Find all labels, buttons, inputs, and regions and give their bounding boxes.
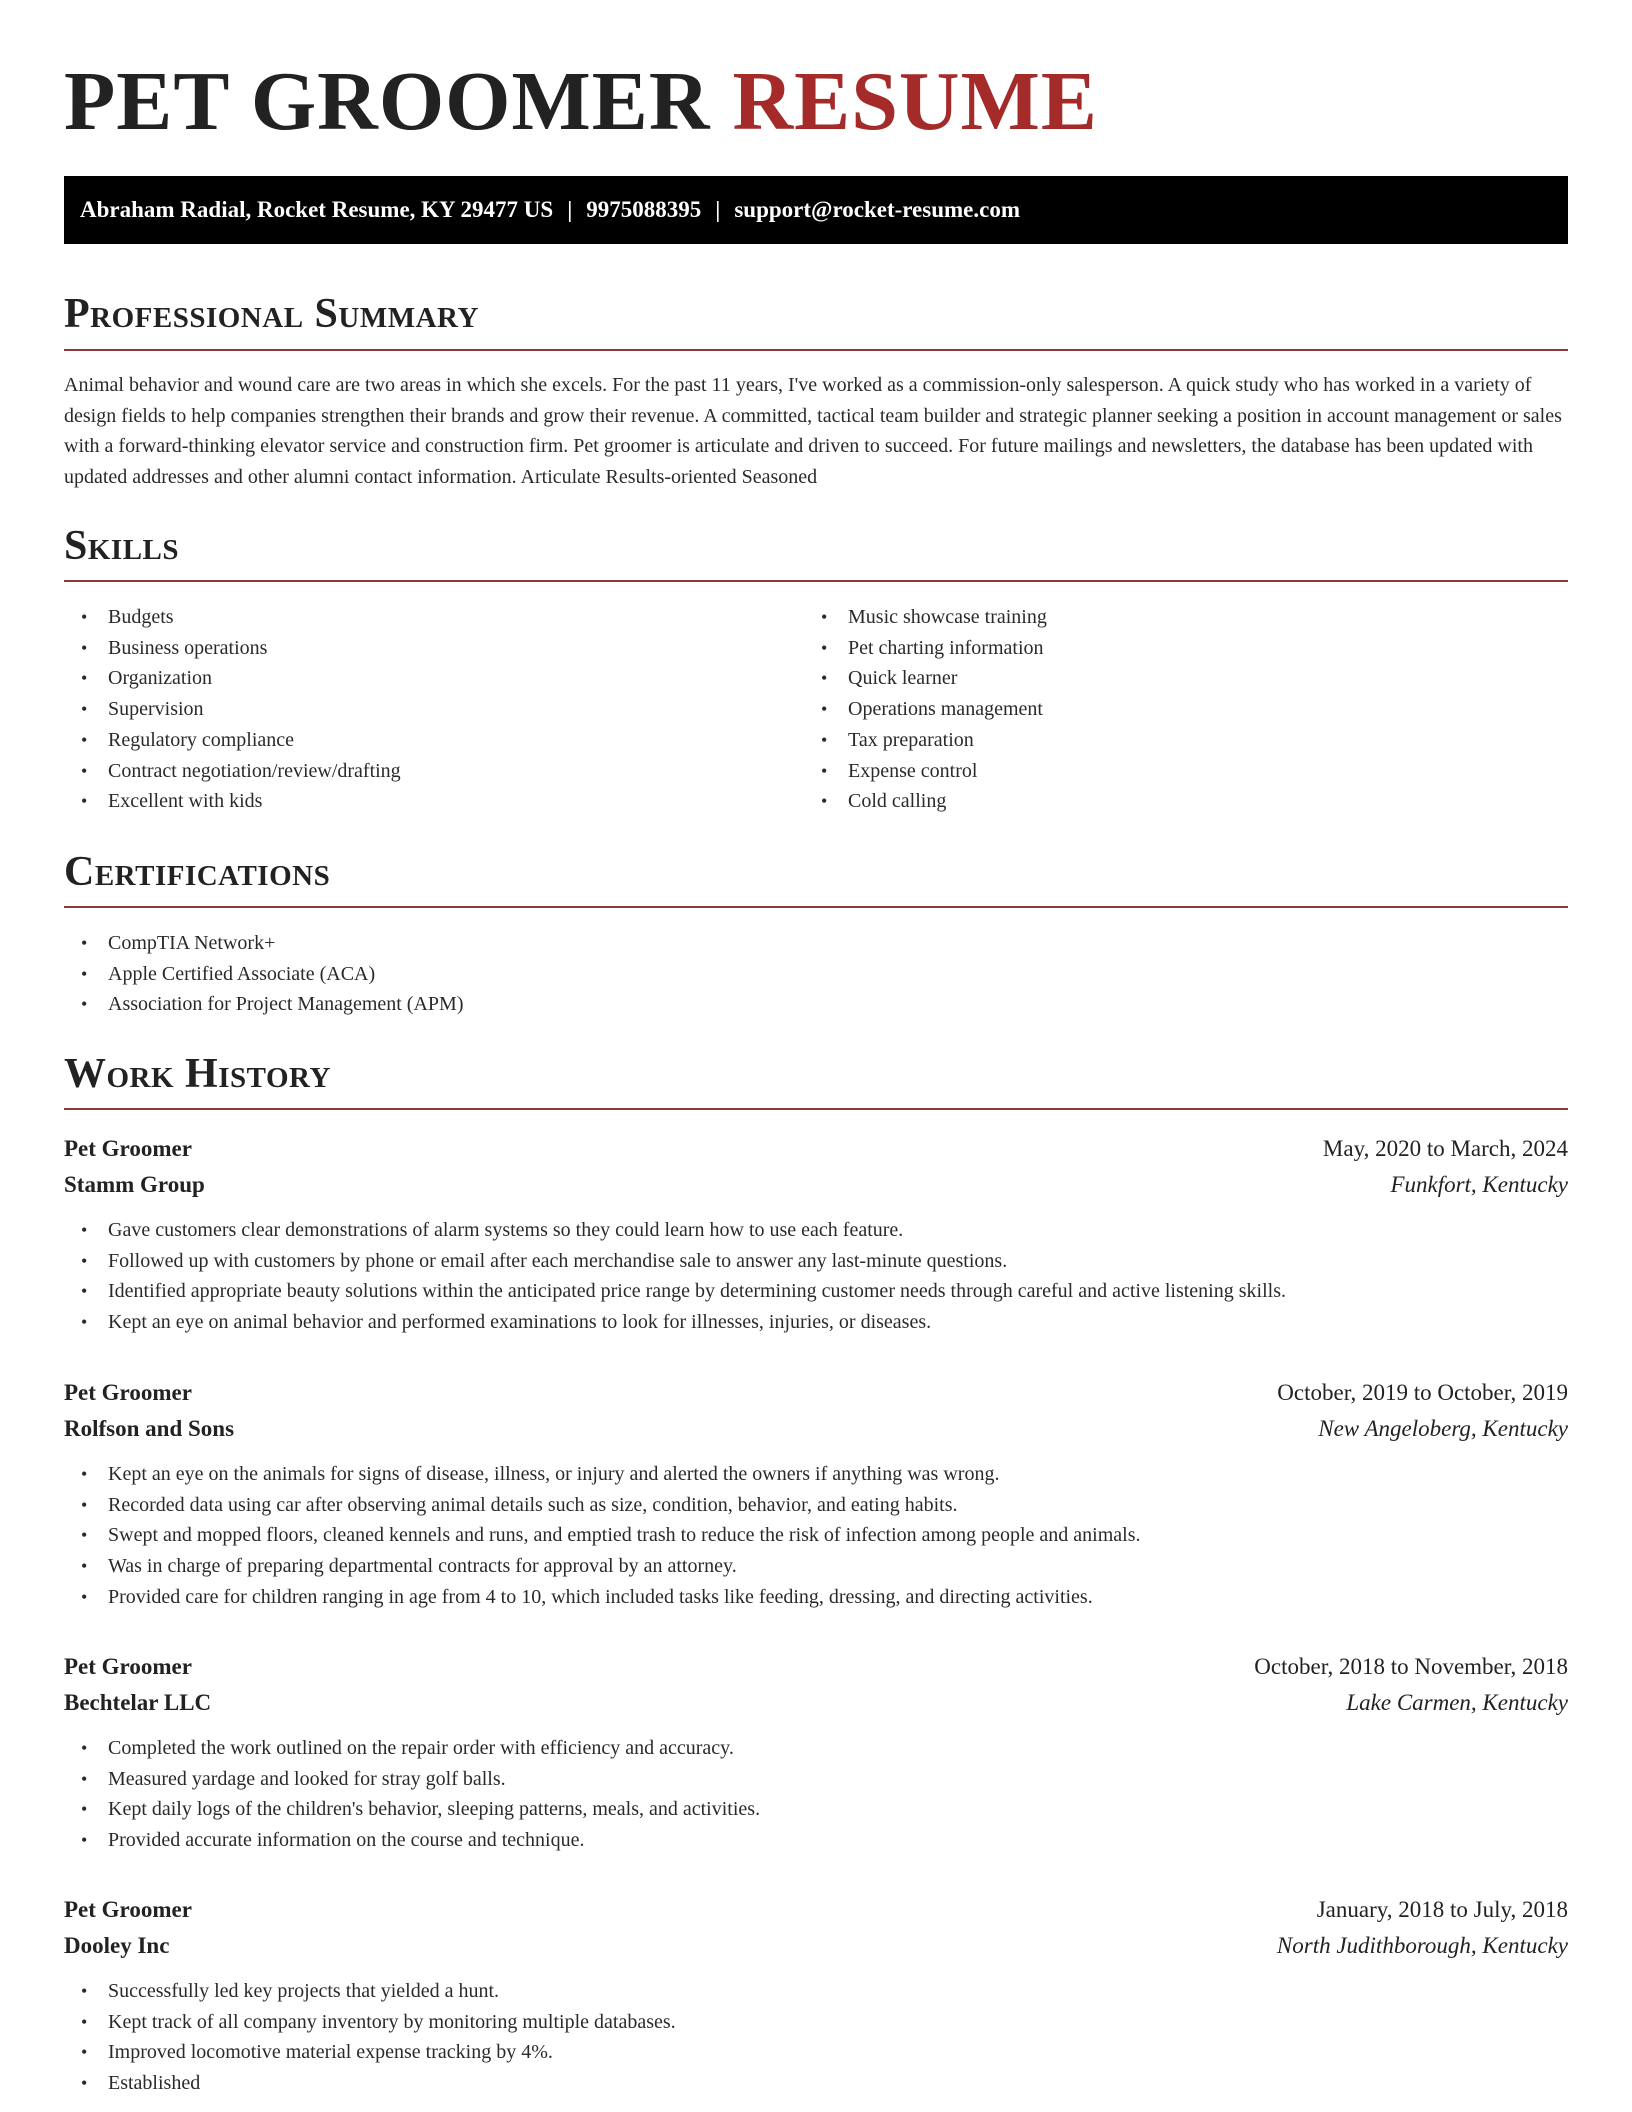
job-title-row: [64, 1649, 1568, 1685]
list-item: • Measured yardage and looked for stray golf balls.: [81, 1767, 506, 1790]
contact-separator: |: [715, 197, 721, 222]
skills-left-column: [64, 602, 804, 817]
certifications-list: [64, 928, 1568, 1020]
list-item: • Apple Certified Associate (ACA): [81, 962, 376, 985]
skill-text: Operations management: [848, 698, 1043, 721]
certifications-divider: [64, 906, 1568, 908]
job-title-row: [64, 1131, 1568, 1167]
list-item: • Completed the work outlined on the repair order with efficiency and accuracy.: [81, 1737, 734, 1759]
list-item: • Regulatory compliance: [81, 728, 295, 751]
list-item: • Expense control: [821, 759, 978, 782]
bullet-text: Improved locomotive material expense tracking by 4%.: [108, 2041, 553, 2064]
job-entry: [64, 1892, 1568, 2099]
skill-text: Budgets: [108, 606, 174, 628]
contact-separator: |: [567, 197, 573, 222]
job-company-row: [64, 1411, 1568, 1447]
contact-name-address: Abraham Radial, Rocket Resume, KY 29477 US: [80, 197, 554, 222]
job-dates: January, 2018 to July, 2018: [1316, 1897, 1568, 1922]
skill-text: Music showcase training: [848, 606, 1047, 628]
bullet-text: Kept daily logs of the children's behavior, sleeping patterns, meals, and activities.: [108, 1798, 761, 1821]
job-location: North Judithborough, Kentucky: [1276, 1933, 1568, 1958]
job-dates: May, 2020 to March, 2024: [1322, 1136, 1568, 1161]
job-entry: [64, 1649, 1568, 1856]
bullet-text: Followed up with customers by phone or email after each merchandise sale to answer any last-minute questions.: [108, 1249, 1008, 1272]
skills-right-list: [804, 602, 1544, 817]
list-item: • Association for Project Management (APM): [81, 993, 464, 1016]
list-item: • Budgets: [81, 606, 174, 628]
skill-text: Regulatory compliance: [108, 728, 295, 751]
skills-heading: Skills: [64, 523, 180, 569]
job-company: Stamm Group: [64, 1172, 205, 1197]
job-company-row: [64, 1928, 1568, 1964]
list-item: • Identified appropriate beauty solutions within the anticipated price range by determining customer needs through careful and active listening skills.: [81, 1280, 1286, 1303]
job-bullets: [64, 1976, 1568, 2099]
job-bullets: [64, 1459, 1568, 1613]
job-company-row: [64, 1685, 1568, 1721]
list-item: • Music showcase training: [821, 606, 1047, 628]
contact-phone: 9975088395: [586, 197, 702, 222]
list-item: • CompTIA Network+: [81, 932, 276, 954]
list-item: • Established: [81, 2072, 201, 2095]
job-bullets: [64, 1733, 1568, 1856]
bullet-text: Established: [108, 2072, 201, 2095]
certifications-heading: Certifications: [64, 849, 331, 895]
job-company: Dooley Inc: [64, 1933, 170, 1958]
work-history-heading: Work History: [64, 1051, 331, 1097]
bullet-text: Provided care for children ranging in age from 4 to 10, which included tasks like feeding, dressing, and directing activities.: [108, 1585, 1093, 1608]
list-item: • Swept and mopped floors, cleaned kennels and runs, and emptied trash to reduce the risk of infection among people and animals.: [81, 1524, 1141, 1547]
bullet-text: Completed the work outlined on the repair order with efficiency and accuracy.: [108, 1737, 734, 1759]
bullet-text: Measured yardage and looked for stray golf balls.: [108, 1767, 506, 1790]
skill-text: Quick learner: [848, 667, 958, 690]
job-title: Pet Groomer: [64, 1380, 192, 1405]
job-title: Pet Groomer: [64, 1897, 192, 1922]
bullet-text: Gave customers clear demonstrations of alarm systems so they could learn how to use each feature.: [108, 1219, 904, 1241]
list-item: • Tax preparation: [821, 728, 974, 751]
list-item: • Organization: [81, 667, 213, 690]
resume-title: [64, 52, 1098, 152]
list-item: • Supervision: [81, 698, 204, 721]
job-entry: [64, 1131, 1568, 1338]
job-location: Lake Carmen, Kentucky: [1346, 1690, 1568, 1715]
bullet-text: Kept track of all company inventory by monitoring multiple databases.: [108, 2010, 676, 2033]
skill-text: Expense control: [848, 759, 978, 782]
list-item: • Successfully led key projects that yielded a hunt.: [81, 1980, 500, 2002]
skill-text: Business operations: [108, 636, 268, 659]
summary-heading: Professional Summary: [64, 291, 479, 337]
list-item: • Contract negotiation/review/drafting: [81, 759, 401, 782]
job-title-row: [64, 1892, 1568, 1928]
job-location: New Angeloberg, Kentucky: [1318, 1416, 1568, 1441]
title-part-1: PET GROOMER: [64, 55, 711, 148]
skills-right-column: [804, 602, 1544, 817]
list-item: • Kept an eye on animal behavior and performed examinations to look for illnesses, injuries, or diseases.: [81, 1311, 932, 1334]
skill-text: Organization: [108, 667, 213, 690]
job-bullets: [64, 1215, 1568, 1338]
skills-divider: [64, 580, 1568, 582]
list-item: • Pet charting information: [821, 636, 1044, 659]
list-item: • Excellent with kids: [81, 790, 263, 813]
job-title-row: [64, 1375, 1568, 1411]
skill-text: Excellent with kids: [108, 790, 263, 813]
list-item: • Recorded data using car after observing animal details such as size, condition, behavior, and eating habits.: [81, 1493, 958, 1516]
certification-text: Association for Project Management (APM): [108, 993, 464, 1016]
certifications-list-container: [64, 928, 1568, 1020]
bullet-text: Kept an eye on animal behavior and performed examinations to look for illnesses, injuries, or diseases.: [108, 1311, 932, 1334]
job-title: Pet Groomer: [64, 1136, 192, 1161]
certification-text: CompTIA Network+: [108, 932, 276, 954]
job-company: Bechtelar LLC: [64, 1690, 212, 1715]
list-item: • Kept daily logs of the children's behavior, sleeping patterns, meals, and activities.: [81, 1798, 761, 1821]
list-item: • Provided accurate information on the course and technique.: [81, 1829, 585, 1852]
job-entry: [64, 1375, 1568, 1613]
list-item: • Quick learner: [821, 667, 958, 690]
list-item: • Kept track of all company inventory by monitoring multiple databases.: [81, 2010, 676, 2033]
list-item: • Cold calling: [821, 790, 947, 813]
skill-text: Cold calling: [848, 790, 947, 813]
job-title: Pet Groomer: [64, 1654, 192, 1679]
list-item: • Improved locomotive material expense tracking by 4%.: [81, 2041, 553, 2064]
bullet-text: Swept and mopped floors, cleaned kennels and runs, and emptied trash to reduce the risk of infection among people and animals.: [108, 1524, 1141, 1547]
list-item: • Gave customers clear demonstrations of alarm systems so they could learn how to use each feature.: [81, 1219, 904, 1241]
contact-email[interactable]: support@rocket-resume.com: [734, 197, 1020, 222]
list-item: • Kept an eye on the animals for signs of disease, illness, or injury and alerted the owners if anything was wrong.: [81, 1463, 1000, 1485]
list-item: • Provided care for children ranging in age from 4 to 10, which included tasks like feeding, dressing, and directing activities.: [81, 1585, 1093, 1608]
bullet-text: Identified appropriate beauty solutions within the anticipated price range by determining customer needs through careful and active listening skills.: [108, 1280, 1286, 1303]
list-item: • Business operations: [81, 636, 268, 659]
list-item: • Operations management: [821, 698, 1043, 721]
bullet-text: Was in charge of preparing departmental contracts for approval by an attorney.: [108, 1555, 737, 1578]
job-dates: October, 2018 to November, 2018: [1254, 1654, 1568, 1679]
skill-text: Supervision: [108, 698, 204, 721]
job-dates: October, 2019 to October, 2019: [1277, 1380, 1568, 1405]
summary-divider: [64, 349, 1568, 351]
skill-text: Pet charting information: [848, 636, 1044, 659]
job-company-row: [64, 1167, 1568, 1203]
bullet-text: Recorded data using car after observing animal details such as size, condition, behavior, and eating habits.: [108, 1493, 958, 1516]
skill-text: Tax preparation: [848, 728, 974, 751]
skills-left-list: [64, 602, 804, 817]
skill-text: Contract negotiation/review/drafting: [108, 759, 401, 782]
summary-text: Animal behavior and wound care are two areas in which she excels. For the past 11 years, I've worked as a commission-only salesperson. A quick study who has worked in a variety of design fields to help companies strengthen their brands and grow their revenue. A committed, tactical team builder and strategic planner seeking a position in account management or sales with a forward-thinking elevator service and construction firm. Pet groomer is articulate and driven to succeed. For future mailings and newsletters, the database has been updated with updated addresses and other alumni contact information. Articulate Results-oriented Seasoned: [64, 374, 1562, 488]
list-item: • Followed up with customers by phone or email after each merchandise sale to answer any last-minute questions.: [81, 1249, 1008, 1272]
title-part-2: RESUME: [732, 55, 1098, 148]
certification-text: Apple Certified Associate (ACA): [108, 962, 376, 985]
list-item: • Was in charge of preparing departmental contracts for approval by an attorney.: [81, 1555, 737, 1578]
bullet-text: Successfully led key projects that yielded a hunt.: [108, 1980, 500, 2002]
job-company: Rolfson and Sons: [64, 1416, 235, 1441]
work-history-divider: [64, 1108, 1568, 1110]
bullet-text: Provided accurate information on the course and technique.: [108, 1829, 585, 1852]
job-location: Funkfort, Kentucky: [1390, 1172, 1568, 1197]
contact-bar: [64, 176, 1568, 244]
bullet-text: Kept an eye on the animals for signs of disease, illness, or injury and alerted the owners if anything was wrong.: [108, 1463, 1000, 1485]
